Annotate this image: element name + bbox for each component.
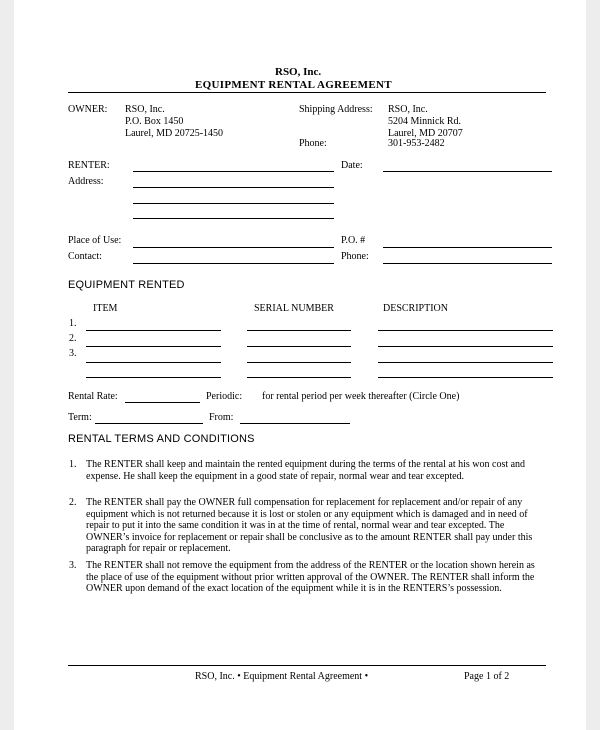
description-field-3[interactable] bbox=[378, 362, 553, 363]
document-page bbox=[14, 0, 586, 730]
serial-field-1[interactable] bbox=[247, 330, 351, 331]
serial-field-3[interactable] bbox=[247, 362, 351, 363]
col-item: ITEM bbox=[93, 303, 118, 314]
address-field-2[interactable] bbox=[133, 203, 334, 204]
po-label: P.O. # bbox=[341, 235, 366, 246]
owner-line-3: Laurel, MD 20725-1450 bbox=[125, 128, 224, 139]
periodic-label: Periodic: bbox=[206, 391, 243, 402]
item-field-4[interactable] bbox=[86, 377, 221, 378]
term-2-text: The RENTER shall pay the OWNER full compensation for replacement for replacement and/or repair of any equipment which is not returned because it is lost or stolen or any equipment which is damaged and in need of repair to put it into the same condition it was in at the time of rental, normal wear and tear excepted. The OWNER’s invoice for replacement or repair shall be conclusive as to the amount RENTER shall pay under this paragraph for repair or replacement. bbox=[86, 497, 533, 554]
address-field-3[interactable] bbox=[133, 218, 334, 219]
renter-field[interactable] bbox=[133, 171, 334, 172]
shipping-line-3: Laurel, MD 20707 bbox=[388, 128, 463, 139]
term-3-text: The RENTER shall not remove the equipment from the address of the RENTER or the location shown herein as the place of use of the equipment without prior written approval of the OWNER. The RENTER shall inform the OWNER upon demand of the exact location of the equipment while it is in the RENTERS’s possession. bbox=[86, 560, 535, 594]
header-rule bbox=[68, 92, 546, 93]
item-field-3[interactable] bbox=[86, 362, 221, 363]
shipping-line-1: RSO, Inc. bbox=[388, 104, 428, 115]
from-field[interactable] bbox=[240, 423, 350, 424]
renter-label: RENTER: bbox=[68, 160, 110, 171]
description-field-4[interactable] bbox=[378, 377, 553, 378]
row-number-1: 1. bbox=[69, 318, 77, 329]
item-field-2[interactable] bbox=[86, 346, 221, 347]
periodic-note: for rental period per week thereafter (Circle One) bbox=[262, 391, 460, 402]
date-field[interactable] bbox=[383, 171, 552, 172]
serial-field-2[interactable] bbox=[247, 346, 351, 347]
shipping-phone: 301-953-2482 bbox=[388, 138, 445, 149]
term-3-number: 3. bbox=[69, 560, 77, 571]
item-field-1[interactable] bbox=[86, 330, 221, 331]
equipment-heading: EQUIPMENT RENTED bbox=[68, 279, 185, 291]
po-field[interactable] bbox=[383, 247, 552, 248]
date-label: Date: bbox=[341, 160, 363, 171]
description-field-2[interactable] bbox=[378, 346, 553, 347]
place-of-use-label: Place of Use: bbox=[68, 235, 122, 246]
contact-field[interactable] bbox=[133, 263, 334, 264]
shipping-phone-label: Phone: bbox=[299, 138, 327, 149]
footer-text: RSO, Inc. • Equipment Rental Agreement • bbox=[195, 671, 369, 682]
contact-label: Contact: bbox=[68, 251, 102, 262]
shipping-label: Shipping Address: bbox=[299, 104, 373, 115]
footer-rule bbox=[68, 665, 546, 666]
term-field[interactable] bbox=[95, 423, 203, 424]
row-number-3: 3. bbox=[69, 348, 77, 359]
description-field-1[interactable] bbox=[378, 330, 553, 331]
serial-field-4[interactable] bbox=[247, 377, 351, 378]
col-serial: SERIAL NUMBER bbox=[254, 303, 334, 314]
rental-rate-field[interactable] bbox=[125, 402, 200, 403]
renter-phone-label: Phone: bbox=[341, 251, 369, 262]
term-1-number: 1. bbox=[69, 459, 77, 470]
owner-label: OWNER: bbox=[68, 104, 108, 115]
from-label: From: bbox=[209, 412, 234, 423]
document-title: EQUIPMENT RENTAL AGREEMENT bbox=[195, 79, 392, 91]
owner-line-1: RSO, Inc. bbox=[125, 104, 165, 115]
owner-line-2: P.O. Box 1450 bbox=[125, 116, 184, 127]
company-name: RSO, Inc. bbox=[275, 66, 322, 78]
page-number: Page 1 of 2 bbox=[464, 671, 510, 682]
rental-rate-label: Rental Rate: bbox=[68, 391, 118, 402]
address-label: Address: bbox=[68, 176, 104, 187]
terms-heading: RENTAL TERMS AND CONDITIONS bbox=[68, 433, 255, 445]
place-of-use-field[interactable] bbox=[133, 247, 334, 248]
shipping-line-2: 5204 Minnick Rd. bbox=[388, 116, 462, 127]
term-label: Term: bbox=[68, 412, 92, 423]
address-field-1[interactable] bbox=[133, 187, 334, 188]
renter-phone-field[interactable] bbox=[383, 263, 552, 264]
term-2-number: 2. bbox=[69, 497, 77, 508]
term-1-text: The RENTER shall keep and maintain the rented equipment during the terms of the rental at his won cost and expense. He shall keep the equipment in a good state of repair, normal wear and tear excepted. bbox=[86, 459, 526, 482]
row-number-2: 2. bbox=[69, 333, 77, 344]
col-description: DESCRIPTION bbox=[383, 303, 449, 314]
